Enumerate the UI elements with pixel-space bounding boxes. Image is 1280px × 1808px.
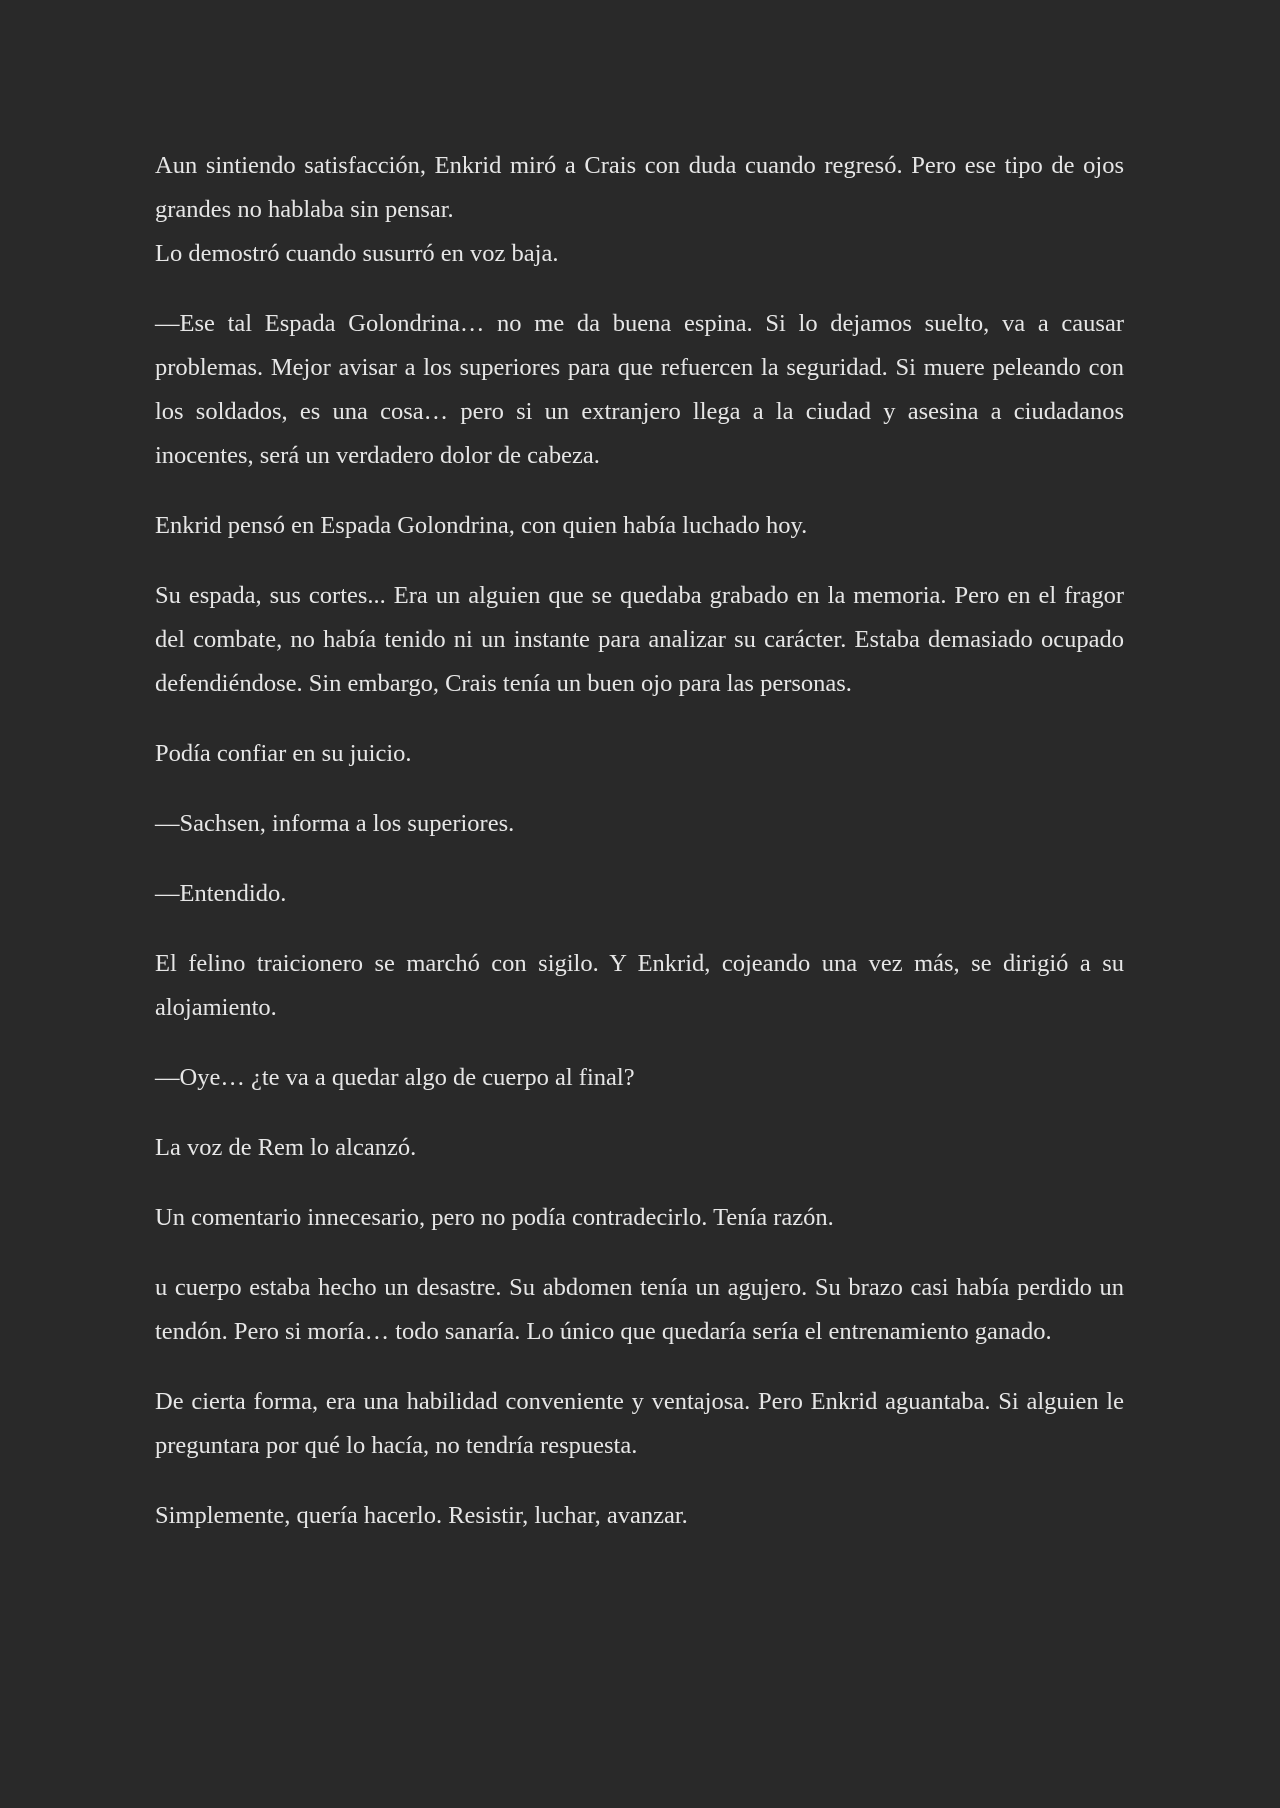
paragraph-10: La voz de Rem lo alcanzó. (155, 1134, 417, 1161)
paragraph-14: Simplemente, quería hacerlo. Resistir, luchar, avanzar. (155, 1502, 688, 1529)
paragraph-2: —Ese tal Espada Golondrina… no me da buena espina. Si lo dejamos suelto, va a causar problemas. Mejor avisar a los superiores para que refuercen la seguridad. Si muere peleando con los soldados, es una cosa… pero si un extranjero llega a la ciudad y asesina a ciudadanos inocentes, será un verdadero dolor de cabeza. (155, 310, 1124, 469)
paragraph-1 (155, 144, 1124, 276)
paragraph-6: —Sachsen, informa a los superiores. (155, 810, 515, 837)
paragraph-11: Un comentario innecesario, pero no podía contradecirlo. Tenía razón. (155, 1204, 834, 1231)
paragraph-13: De cierta forma, era una habilidad conveniente y ventajosa. Pero Enkrid aguantaba. Si alguien le preguntara por qué lo hacía, no tendría respuesta. (155, 1388, 1124, 1459)
paragraph-4: Su espada, sus cortes... Era un alguien que se quedaba grabado en la memoria. Pero en el fragor del combate, no había tenido ni un instante para analizar su carácter. Estaba demasiado ocupado defendiéndose. Sin embargo, Crais tenía un buen ojo para las personas. (155, 582, 1124, 697)
paragraph-3: Enkrid pensó en Espada Golondrina, con quien había luchado hoy. (155, 512, 808, 539)
paragraph-8: El felino traicionero se marchó con sigilo. Y Enkrid, cojeando una vez más, se dirigió a su alojamiento. (155, 950, 1124, 1021)
paragraph-1-line-2: Lo demostró cuando susurró en voz baja. (155, 240, 559, 267)
paragraph-5: Podía confiar en su juicio. (155, 740, 412, 767)
paragraph-7: —Entendido. (155, 880, 287, 907)
chapter-text (155, 144, 1124, 1564)
paragraph-1-line-1: Aun sintiendo satisfacción, Enkrid miró a Crais con duda cuando regresó. Pero ese tipo de ojos grandes no hablaba sin pensar. (155, 152, 1124, 223)
paragraph-12: u cuerpo estaba hecho un desastre. Su abdomen tenía un agujero. Su brazo casi había perdido un tendón. Pero si moría… todo sanaría. Lo único que quedaría sería el entrenamiento ganado. (155, 1274, 1124, 1345)
paragraph-9: —Oye… ¿te va a quedar algo de cuerpo al final? (155, 1064, 635, 1091)
